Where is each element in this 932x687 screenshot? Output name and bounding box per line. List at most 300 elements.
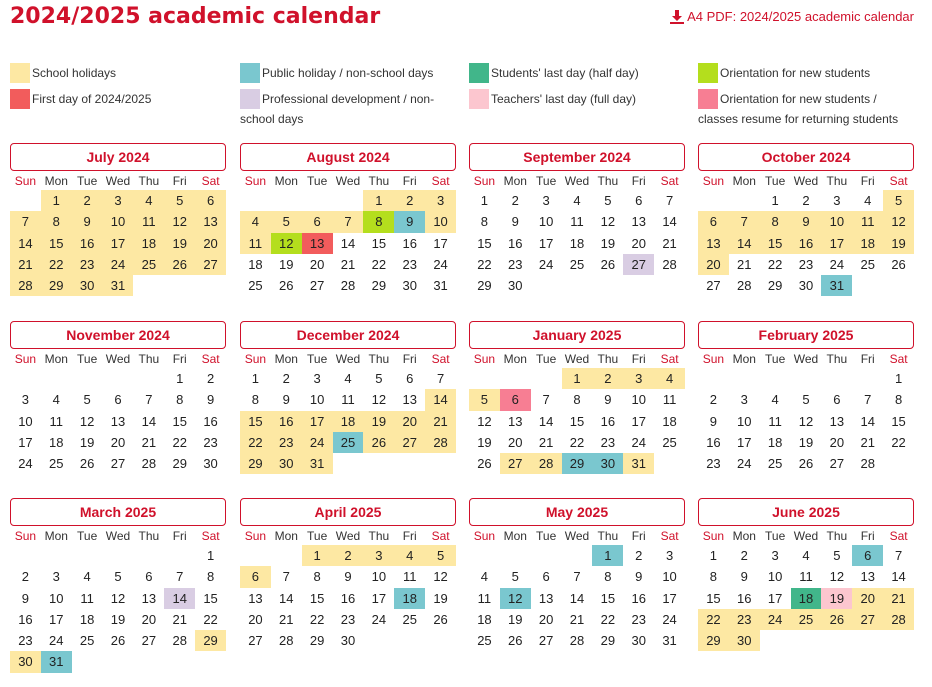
day-cell: 29 [172, 456, 187, 472]
day-cell: 5 [164, 190, 195, 211]
day-cell: 5 [511, 569, 519, 585]
day-cell: 23 [798, 256, 814, 272]
weekday-label: Tue [536, 529, 557, 543]
day-cell: 9 [394, 211, 425, 232]
day-cell: 21 [662, 235, 677, 251]
legend-swatch [469, 89, 489, 109]
day-cell: 18 [791, 588, 822, 609]
weekday-row [10, 173, 226, 190]
empty-cell [469, 368, 500, 389]
day-cell: 26 [508, 633, 523, 649]
day-cell: 20 [394, 411, 425, 432]
day-cell: 5 [802, 392, 810, 408]
weekday-label: Fri [860, 529, 875, 543]
day-cell: 9 [709, 413, 718, 429]
empty-cell [103, 368, 134, 389]
day-cell: 7 [436, 371, 445, 386]
day-cell: 24 [662, 611, 677, 627]
day-cell: 10 [737, 413, 752, 429]
day-cell: 7 [665, 193, 674, 208]
day-cell: 28 [662, 256, 677, 272]
weekday-label: Sun [244, 174, 267, 188]
weekday-label: Thu [597, 529, 619, 543]
day-cell: 13 [860, 569, 875, 585]
day-cell: 28 [425, 432, 456, 453]
day-cell: 1 [709, 548, 718, 563]
legend-label: School holidays [32, 66, 117, 80]
day-cell: 23 [631, 611, 646, 627]
weekday-label: Thu [138, 529, 160, 543]
day-cell: 20 [309, 256, 325, 272]
weekday-label: Sun [702, 529, 725, 543]
weekday-label: Sun [702, 352, 725, 366]
day-cell: 25 [569, 256, 585, 272]
weekday-label: Sat [660, 529, 679, 543]
day-cell: 23 [729, 609, 760, 630]
day-cell: 15 [203, 590, 218, 606]
day-cell: 12 [79, 413, 95, 429]
weekday-label: Fri [631, 174, 646, 188]
day-cell: 3 [363, 545, 394, 566]
month-title: April 2025 [240, 498, 456, 526]
day-cell: 6 [500, 389, 531, 410]
day-cell: 26 [477, 456, 492, 472]
day-cell: 2 [206, 371, 215, 386]
day-cell: 7 [10, 211, 41, 232]
day-cell: 27 [195, 254, 226, 275]
day-cell: 12 [371, 392, 387, 408]
day-cell: 21 [538, 434, 554, 450]
weekday-label: Wed [793, 529, 819, 543]
day-cell: 16 [72, 233, 103, 254]
legend-label: Public holiday / non-school days [262, 66, 434, 80]
day-cell: 19 [798, 434, 814, 450]
day-cell: 19 [110, 611, 126, 627]
weekday-label: Sun [702, 174, 725, 188]
empty-cell [164, 545, 195, 566]
day-cell: 26 [279, 278, 294, 294]
day-cell: 28 [172, 633, 187, 649]
day-cell: 18 [852, 233, 883, 254]
day-cell: 3 [425, 190, 456, 211]
empty-cell [240, 190, 271, 211]
month-title: May 2025 [469, 498, 685, 526]
weekday-label: Sat [660, 174, 679, 188]
day-cell: 31 [433, 278, 448, 294]
day-cell: 23 [203, 434, 218, 450]
day-cell: 12 [829, 569, 845, 585]
day-cell: 9 [206, 392, 215, 408]
weekday-label: Wed [564, 174, 590, 188]
weekday-label: Fri [631, 529, 646, 543]
day-cell: 5 [604, 193, 612, 208]
day-cell: 4 [240, 211, 271, 232]
day-cell: 25 [248, 278, 263, 294]
weekday-label: Fri [402, 529, 417, 543]
month-title: November 2024 [10, 321, 226, 349]
month-block [240, 498, 456, 651]
day-cell: 1 [176, 371, 184, 386]
weekday-label: Fri [402, 174, 417, 188]
day-cell: 21 [10, 254, 41, 275]
empty-cell [103, 545, 134, 566]
day-cell: 6 [852, 545, 883, 566]
day-cell: 20 [508, 434, 523, 450]
weekday-row [240, 528, 456, 545]
day-cell: 14 [10, 233, 41, 254]
day-cell: 2 [802, 193, 810, 208]
day-grid [469, 368, 685, 474]
day-cell: 4 [573, 193, 581, 208]
day-grid [10, 190, 226, 296]
day-cell: 3 [665, 548, 674, 563]
day-cell: 13 [248, 590, 263, 606]
day-cell: 9 [604, 392, 612, 408]
day-cell: 15 [309, 590, 325, 606]
day-grid [240, 368, 456, 474]
day-cell: 16 [791, 233, 822, 254]
day-cell: 22 [569, 434, 585, 450]
month-block [10, 321, 226, 474]
day-cell: 14 [425, 389, 456, 410]
month-title: December 2024 [240, 321, 456, 349]
day-cell: 5 [83, 392, 91, 408]
day-cell: 22 [41, 254, 72, 275]
weekday-row [469, 528, 685, 545]
weekday-row [10, 351, 226, 368]
weekday-label: Thu [368, 174, 390, 188]
day-cell: 25 [79, 633, 95, 649]
day-cell: 22 [891, 434, 906, 450]
day-cell: 2 [511, 193, 519, 208]
day-cell: 3 [771, 548, 779, 563]
day-cell: 14 [891, 569, 906, 585]
day-cell: 9 [511, 214, 519, 230]
day-cell: 24 [538, 256, 554, 272]
month-block [10, 498, 226, 673]
day-cell: 25 [49, 456, 64, 472]
day-cell: 10 [425, 211, 456, 232]
day-cell: 11 [570, 214, 584, 230]
day-cell: 7 [729, 211, 760, 232]
legend-item [240, 63, 455, 83]
day-cell: 21 [569, 611, 585, 627]
day-cell: 24 [737, 456, 752, 472]
day-cell: 15 [706, 590, 721, 606]
day-cell: 13 [829, 413, 845, 429]
day-grid [240, 545, 456, 651]
day-cell: 16 [340, 590, 356, 606]
weekday-label: Sat [431, 174, 450, 188]
weekday-label: Tue [536, 352, 557, 366]
weekday-label: Tue [307, 352, 328, 366]
day-cell: 29 [195, 630, 226, 651]
day-cell: 18 [133, 233, 164, 254]
legend-label: Professional development / non-school days [240, 92, 435, 126]
day-cell: 13 [110, 413, 126, 429]
day-cell: 17 [103, 233, 134, 254]
day-cell: 31 [623, 453, 654, 474]
month-block [469, 321, 685, 474]
day-cell: 10 [631, 392, 646, 408]
day-cell: 18 [767, 434, 783, 450]
day-cell: 10 [309, 392, 325, 408]
day-cell: 17 [302, 411, 333, 432]
weekday-label: Tue [765, 174, 786, 188]
day-cell: 27 [110, 456, 126, 472]
day-cell: 3 [623, 368, 654, 389]
day-cell: 23 [706, 456, 721, 472]
day-cell: 28 [340, 278, 356, 294]
day-cell: 21 [340, 256, 356, 272]
weekday-label: Sun [473, 174, 496, 188]
weekday-label: Wed [793, 174, 819, 188]
day-cell: 18 [333, 411, 364, 432]
day-cell: 31 [821, 275, 852, 296]
day-cell: 17 [821, 233, 852, 254]
day-cell: 30 [631, 633, 646, 649]
empty-cell [10, 190, 41, 211]
day-cell: 26 [891, 256, 906, 272]
legend-swatch [10, 89, 30, 109]
weekday-row [240, 351, 456, 368]
day-cell: 8 [480, 214, 489, 230]
empty-cell [821, 368, 852, 389]
day-cell: 20 [631, 235, 646, 251]
legend-item [10, 63, 220, 83]
day-cell: 19 [883, 233, 914, 254]
weekday-label: Mon [503, 352, 527, 366]
month-title: September 2024 [469, 143, 685, 171]
weekday-label: Wed [564, 352, 590, 366]
day-cell: 1 [562, 368, 593, 389]
legend-swatch [698, 63, 718, 83]
day-cell: 13 [698, 233, 729, 254]
day-cell: 13 [631, 214, 646, 230]
day-cell: 25 [791, 609, 822, 630]
day-cell: 15 [600, 590, 616, 606]
day-cell: 24 [49, 633, 64, 649]
day-cell: 12 [110, 590, 126, 606]
day-cell: 29 [767, 278, 783, 294]
weekday-row [240, 173, 456, 190]
day-cell: 12 [798, 413, 814, 429]
month-block [240, 143, 456, 296]
day-cell: 3 [313, 371, 321, 386]
weekday-label: Sat [431, 352, 450, 366]
day-cell: 29 [562, 453, 593, 474]
legend-swatch [240, 89, 260, 109]
day-cell: 3 [740, 392, 748, 408]
day-cell: 8 [206, 569, 215, 585]
day-cell: 30 [798, 278, 814, 294]
day-cell: 14 [860, 413, 875, 429]
day-cell: 27 [538, 633, 554, 649]
day-cell: 26 [363, 432, 394, 453]
day-cell: 13 [141, 590, 157, 606]
day-cell: 21 [425, 411, 456, 432]
day-cell: 7 [542, 392, 550, 408]
day-cell: 20 [141, 611, 157, 627]
empty-cell [271, 190, 302, 211]
weekday-label: Thu [597, 352, 619, 366]
day-cell: 15 [760, 233, 791, 254]
day-cell: 11 [240, 233, 271, 254]
day-cell: 11 [133, 211, 164, 232]
weekday-row [698, 351, 914, 368]
day-cell: 17 [631, 413, 646, 429]
legend-item [240, 89, 455, 129]
day-cell: 2 [740, 548, 748, 563]
month-title: March 2025 [10, 498, 226, 526]
day-cell: 22 [698, 609, 729, 630]
weekday-label: Wed [335, 529, 361, 543]
day-cell: 25 [402, 611, 417, 627]
month-title: January 2025 [469, 321, 685, 349]
day-cell: 10 [18, 413, 33, 429]
day-cell: 23 [340, 611, 356, 627]
day-cell: 5 [883, 190, 914, 211]
legend-swatch [240, 63, 260, 83]
day-cell: 24 [18, 456, 33, 472]
weekday-label: Thu [826, 529, 848, 543]
day-cell: 28 [531, 453, 562, 474]
day-cell: 21 [279, 611, 294, 627]
month-block [698, 143, 914, 296]
day-cell: 12 [883, 211, 914, 232]
weekday-label: Wed [564, 529, 590, 543]
day-cell: 11 [49, 413, 64, 429]
day-cell: 7 [333, 211, 364, 232]
legend-label: Orientation for new students / classes resume for returning students [698, 92, 899, 126]
day-cell: 8 [760, 211, 791, 232]
day-cell: 4 [394, 545, 425, 566]
day-cell: 29 [41, 275, 72, 296]
day-cell: 16 [203, 413, 218, 429]
day-cell: 24 [103, 254, 134, 275]
weekday-label: Thu [138, 174, 160, 188]
day-cell: 14 [538, 413, 554, 429]
empty-cell [333, 190, 364, 211]
day-cell: 4 [52, 392, 60, 408]
day-cell: 25 [333, 432, 364, 453]
day-cell: 19 [508, 611, 523, 627]
day-cell: 4 [344, 371, 352, 386]
day-cell: 16 [706, 434, 721, 450]
day-cell: 8 [894, 392, 903, 408]
day-cell: 3 [103, 190, 134, 211]
empty-cell [729, 368, 760, 389]
day-cell: 28 [279, 633, 294, 649]
day-cell: 12 [433, 569, 448, 585]
empty-cell [791, 368, 822, 389]
day-cell: 11 [799, 569, 813, 585]
day-cell: 28 [737, 278, 752, 294]
weekday-label: Tue [765, 352, 786, 366]
weekday-label: Mon [503, 529, 527, 543]
day-cell: 2 [72, 190, 103, 211]
legend-label: Students' last day (half day) [491, 66, 639, 80]
weekday-label: Sat [660, 352, 679, 366]
day-cell: 15 [41, 233, 72, 254]
page-title: 2024/2025 academic calendar [10, 4, 381, 29]
day-cell: 7 [573, 569, 581, 585]
day-cell: 2 [635, 548, 643, 563]
legend-label: Orientation for new students [720, 66, 871, 80]
day-cell: 7 [145, 392, 153, 408]
weekday-label: Fri [860, 174, 875, 188]
empty-cell [852, 368, 883, 389]
day-cell: 10 [371, 569, 387, 585]
weekday-row [10, 528, 226, 545]
day-cell: 5 [469, 389, 500, 410]
day-cell: 26 [433, 611, 448, 627]
day-cell: 23 [508, 256, 523, 272]
empty-cell [698, 368, 729, 389]
day-cell: 20 [110, 434, 126, 450]
day-cell: 10 [103, 211, 134, 232]
month-block [698, 321, 914, 474]
empty-cell [10, 368, 41, 389]
day-cell: 6 [195, 190, 226, 211]
day-cell: 30 [340, 633, 356, 649]
day-cell: 1 [592, 545, 623, 566]
weekday-label: Mon [274, 352, 298, 366]
empty-cell [531, 545, 562, 566]
day-cell: 30 [10, 651, 41, 672]
empty-cell [72, 368, 103, 389]
day-cell: 22 [767, 256, 783, 272]
day-cell: 2 [333, 545, 364, 566]
weekday-label: Mon [274, 529, 298, 543]
legend-item [698, 63, 918, 83]
empty-cell [72, 545, 103, 566]
weekday-label: Thu [597, 174, 619, 188]
day-grid [469, 190, 685, 296]
day-cell: 23 [600, 434, 616, 450]
month-title: August 2024 [240, 143, 456, 171]
day-grid [469, 545, 685, 651]
day-cell: 7 [176, 569, 184, 585]
weekday-label: Sat [889, 529, 908, 543]
day-cell: 9 [635, 569, 643, 585]
weekday-label: Mon [274, 174, 298, 188]
weekday-label: Wed [335, 174, 361, 188]
day-cell: 17 [49, 611, 64, 627]
day-cell: 6 [698, 211, 729, 232]
legend-item [10, 89, 220, 109]
day-cell: 6 [114, 392, 122, 408]
day-cell: 15 [477, 235, 492, 251]
day-cell: 28 [141, 456, 157, 472]
pdf-download-link[interactable] [670, 9, 914, 24]
day-cell: 6 [542, 569, 550, 585]
day-cell: 25 [477, 633, 492, 649]
weekday-label: Sun [473, 529, 496, 543]
day-cell: 1 [771, 193, 779, 208]
day-cell: 29 [309, 633, 325, 649]
weekday-label: Fri [172, 174, 187, 188]
day-cell: 17 [371, 590, 387, 606]
day-cell: 31 [41, 651, 72, 672]
day-cell: 11 [80, 590, 94, 606]
day-cell: 21 [737, 256, 752, 272]
day-cell: 19 [79, 434, 95, 450]
day-cell: 27 [141, 633, 157, 649]
empty-cell [500, 368, 531, 389]
weekday-label: Sat [889, 174, 908, 188]
weekday-label: Mon [732, 174, 756, 188]
